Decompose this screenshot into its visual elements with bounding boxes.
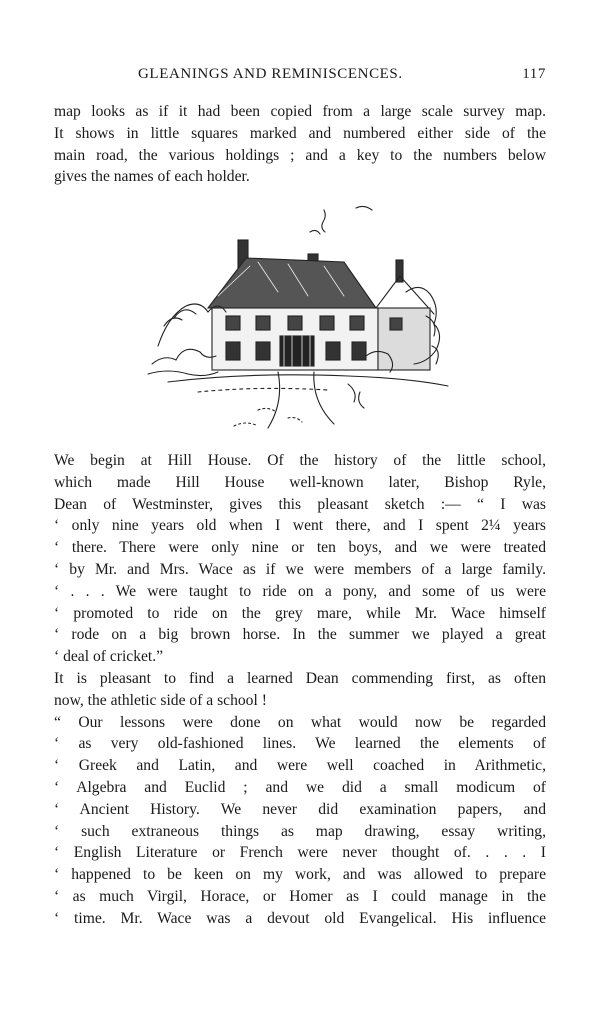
text-line: We begin at Hill House. Of the history of the little school, bbox=[54, 452, 546, 469]
running-header bbox=[54, 66, 546, 88]
text-line: ‘ by Mr. and Mrs. Wace as if we were members of a large family. bbox=[54, 560, 546, 578]
text-line: ‘ English Literature or French were never thought of. . . . I bbox=[54, 844, 546, 862]
page-number: 117 bbox=[522, 66, 546, 82]
text-line: map looks as if it had been copied from a large scale survey map. bbox=[54, 103, 546, 120]
text-line: ‘ as very old-fashioned lines. We learned the elements of bbox=[54, 735, 546, 753]
running-title: GLEANINGS AND REMINISCENCES. bbox=[138, 66, 403, 82]
text-line: ‘ Algebra and Euclid ; and we did a small modicum of bbox=[54, 778, 546, 796]
text-line: ‘ only nine years old when I went there, and I spent 2¼ years bbox=[54, 517, 546, 535]
intro-paragraph bbox=[54, 101, 546, 188]
text-line: gives the names of each holder. bbox=[54, 168, 250, 186]
text-line: ‘ Ancient History. We never did examination papers, and bbox=[54, 800, 546, 818]
text-line: ‘ deal of cricket.” bbox=[54, 648, 164, 666]
text-line: which made Hill House well-known later, Bishop Ryle, bbox=[54, 473, 546, 491]
text-line: “ Our lessons were done on what would now be regarded bbox=[54, 713, 546, 731]
text-line: now, the athletic side of a school ! bbox=[54, 691, 267, 709]
text-line: It is pleasant to find a learned Dean commending first, as often bbox=[54, 669, 546, 687]
text-line: ‘ happened to be keen on my work, and was allowed to prepare bbox=[54, 866, 546, 884]
text-line: ‘ there. There were only nine or ten boys, and we were treated bbox=[54, 539, 546, 557]
text-line: ‘ rode on a big brown horse. In the summer we played a great bbox=[54, 626, 546, 644]
text-line: It shows in little squares marked and numbered either side of the bbox=[54, 124, 546, 142]
text-line: ‘ time. Mr. Wace was a devout old Evangelical. His influence bbox=[54, 909, 546, 927]
text-line: main road, the various holdings ; and a key to the numbers below bbox=[54, 146, 546, 164]
text-line: ‘ such extraneous things as map drawing, essay writing, bbox=[54, 822, 546, 840]
text-line: ‘ promoted to ride on the grey mare, while Mr. Wace himself bbox=[54, 604, 546, 622]
body-text bbox=[54, 450, 546, 930]
text-line: ‘ as much Virgil, Horace, or Homer as I could manage in the bbox=[54, 887, 546, 905]
text-line: Dean of Westminster, gives this pleasant sketch :— “ I was bbox=[54, 495, 546, 513]
text-line: ‘ Greek and Latin, and were well coached in Arithmetic, bbox=[54, 757, 546, 775]
text-line: ‘ . . . We were taught to ride on a pony, and some of us were bbox=[54, 582, 546, 600]
house-sketch-illustration bbox=[138, 196, 458, 436]
